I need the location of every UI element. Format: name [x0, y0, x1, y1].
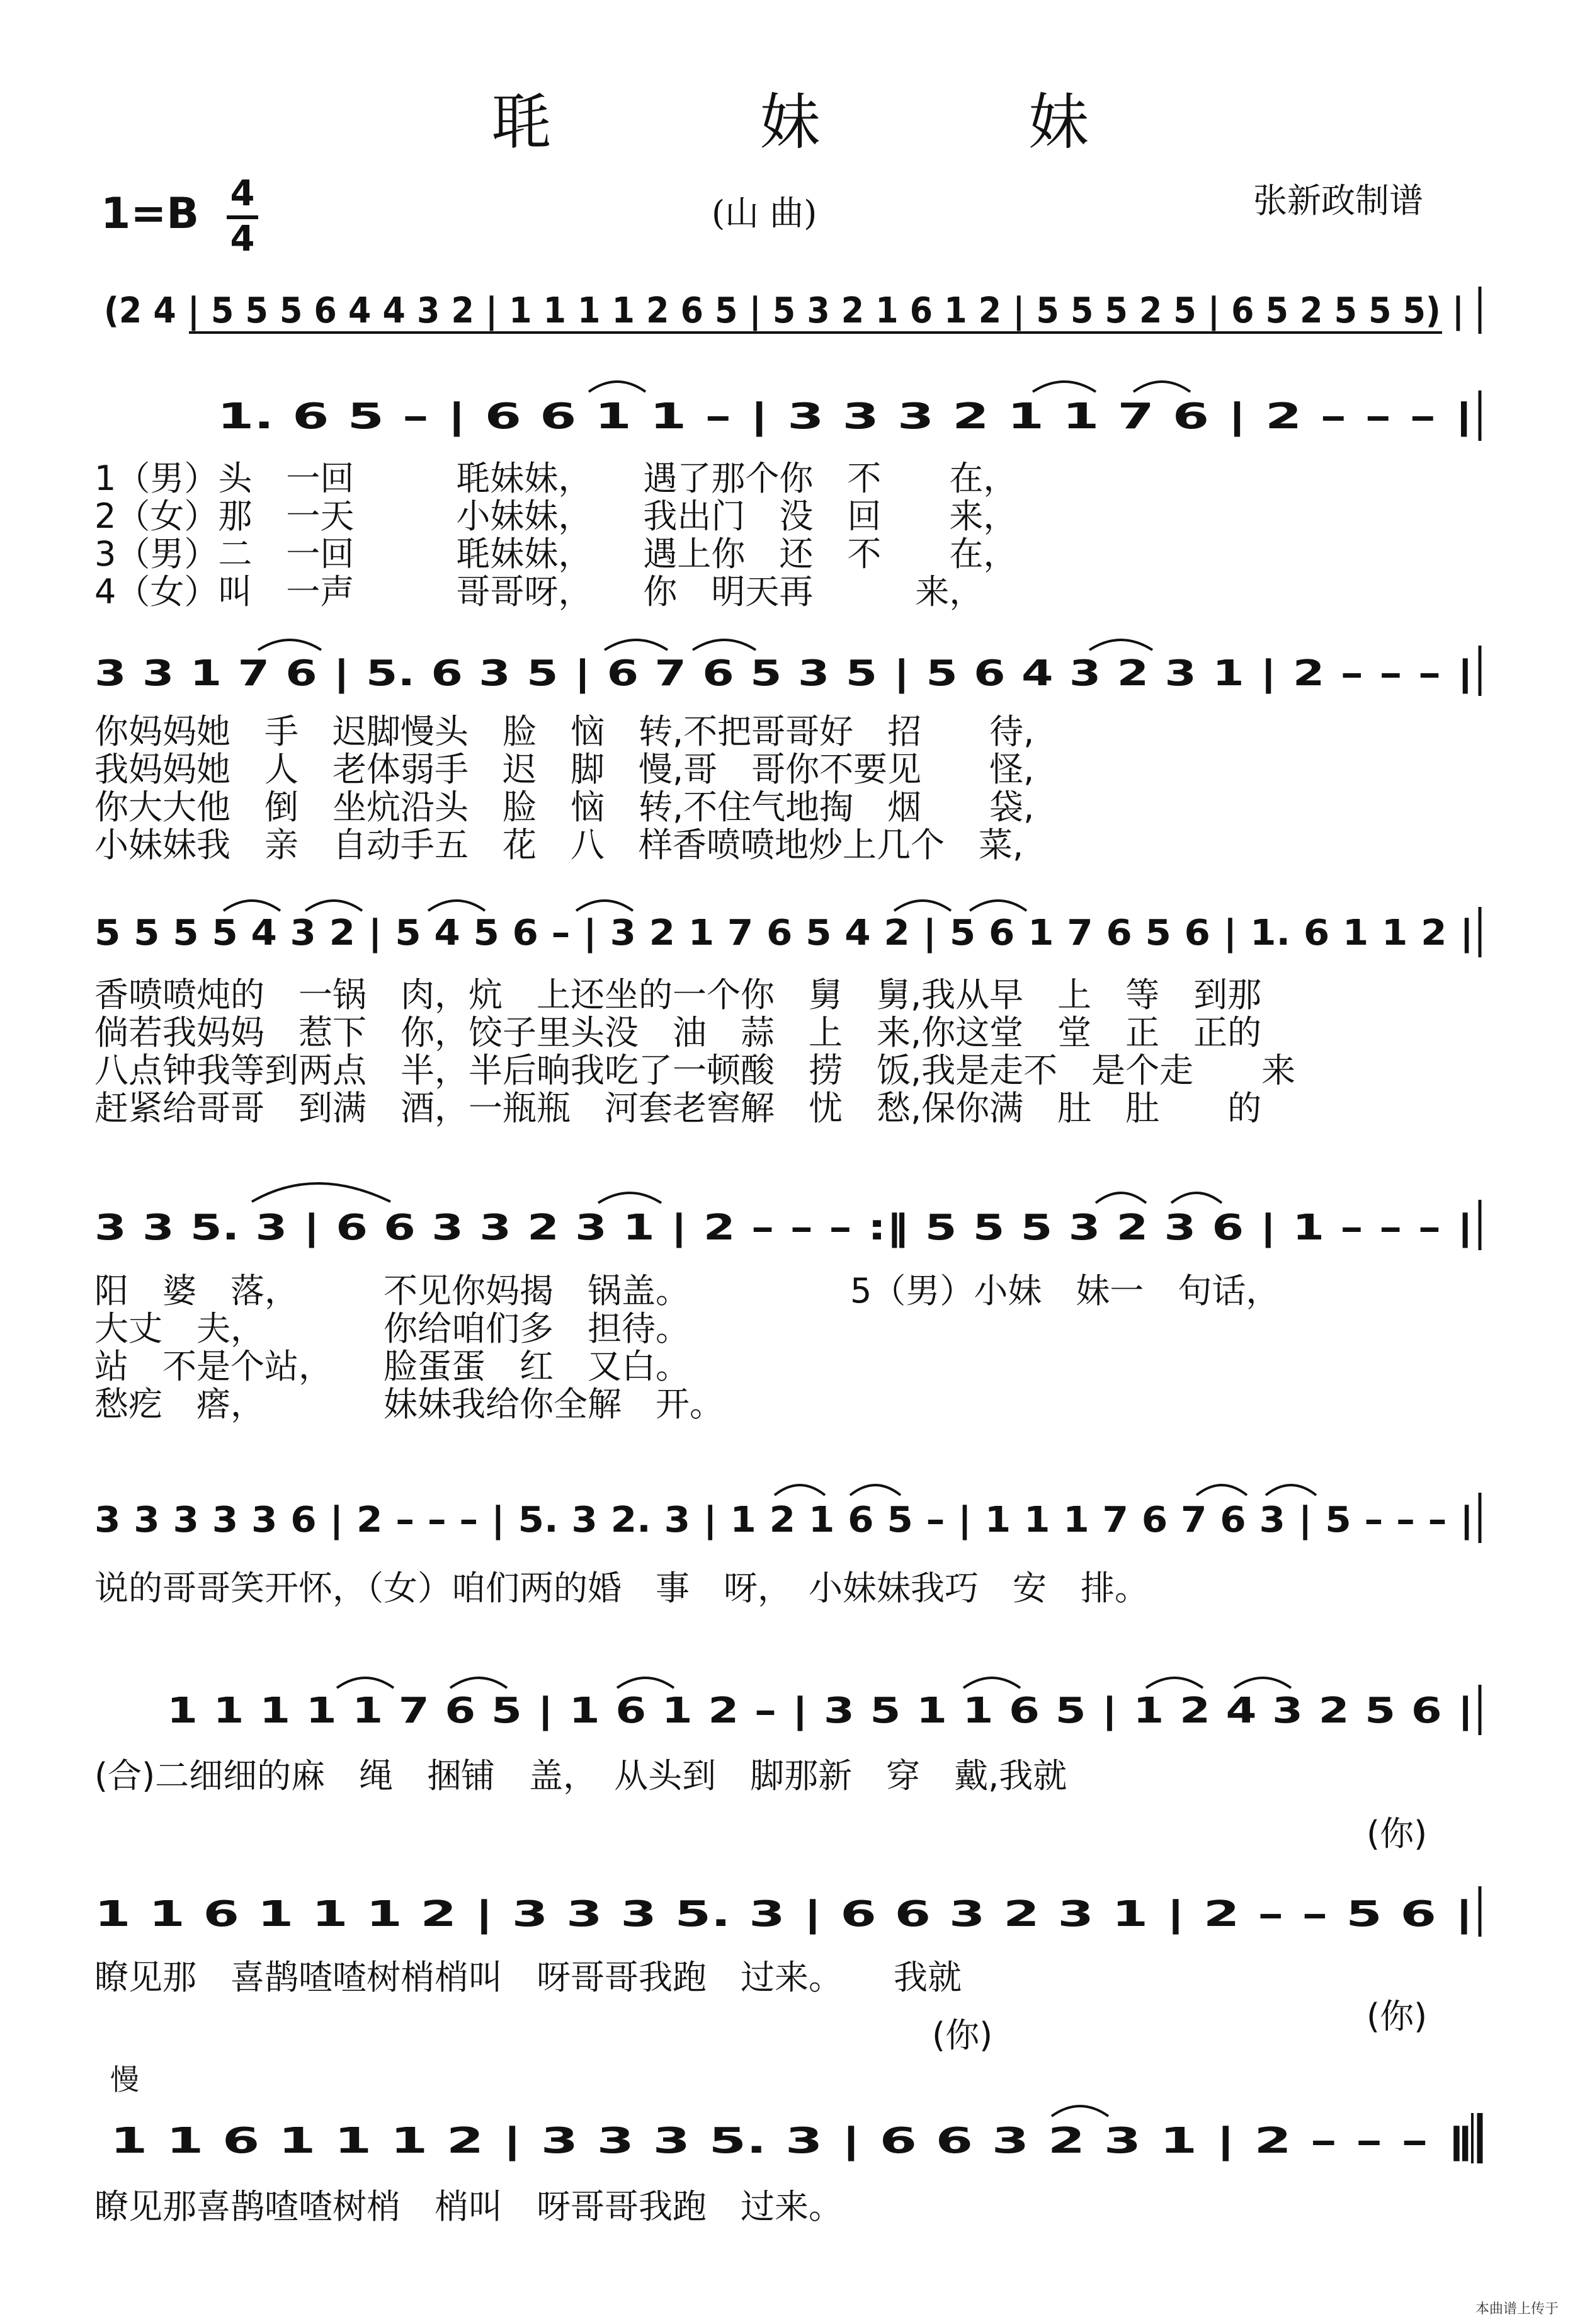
lyric-verse-4: 愁疙 瘩， 妹妹我给你全解 开。	[94, 1384, 724, 1424]
system-9	[94, 2063, 1480, 2226]
slur	[252, 1183, 390, 1202]
slur	[1171, 1193, 1222, 1203]
lyric-verse-1: 阳 婆 落， 不见你妈揭 锅盖。	[94, 1271, 690, 1311]
slur	[605, 640, 668, 650]
slur	[1033, 382, 1096, 392]
slur	[1146, 1678, 1203, 1688]
lyric-verse-3: 八点钟我等到两点 半，半后晌我吃了一顿酸 捞 饭,我是走不 是个走 来	[94, 1051, 1296, 1090]
slur	[224, 901, 280, 911]
slur	[970, 901, 1026, 911]
svg-text:(你)	[1367, 1814, 1427, 1854]
slur	[1134, 382, 1190, 392]
lyric-alt: (你)	[1367, 1996, 1428, 2036]
lyric-verse-1: 1（男）头 一回 毦妹妹， 遇了那个你 不 在，	[94, 459, 1018, 498]
lyric-verse-4: 赶紧给哥哥 到满 酒，一瓶瓶 河套老窖解 忧 愁,保你满 肚 肚 的	[94, 1088, 1262, 1128]
lyric-verse-2: 倘若我妈妈 惹下 你，饺子里头没 油 蒜 上 来,你这堂 堂 正 正的	[94, 1013, 1262, 1052]
song-title: 毦 妹 妹	[491, 87, 1184, 157]
slur	[258, 640, 321, 650]
system-3	[94, 640, 1480, 865]
svg-text:3（男）二 一回 毦妹妹， 遇上你 还 不 在，	[94, 534, 1017, 574]
svg-text:说的哥哥笑开怀，（女）咱们两的婚 事 呀， 小妹妹我巧 安	[94, 1568, 1149, 1608]
notes-system-4: 5 5 5 5 4 3 2 | 5 4 5 6 – | 3 2 1 7 6 5 4 2 | 5 6 1 7 6 5 6 | 1. 6 1 1 2 |	[94, 913, 1474, 954]
svg-text:小妹妹我 亲 自动手五 花 八 样香喷喷地炒上几个 菜,	[94, 825, 1023, 865]
svg-text:赶紧给哥哥 到满 酒，一瓶瓶 河套老窖解 忧 愁,保你满 肚	[94, 1088, 1261, 1128]
svg-text:(合)二细细的麻 绳 捆铺 盖， 从头到 脚那新 穿 戴,我	[94, 1756, 1067, 1796]
system-6	[94, 1485, 1480, 1608]
lyric-alt: (你)	[1367, 1814, 1428, 1854]
slur	[428, 901, 485, 911]
lyric-verse-3: 你大大他 倒 坐炕沿头 脸 恼 转,不住气地掏 烟 袋,	[94, 787, 1035, 827]
system-2	[94, 382, 1480, 612]
arranger-credit: 张新政制谱	[1253, 181, 1423, 220]
lyric-line: 瞭见那 喜鹊喳喳树梢梢叫 呀哥哥我跑 过来。 我就	[94, 1957, 962, 1997]
slur	[1089, 640, 1152, 650]
svg-text:4（女）叫 一声 哥哥呀， 你 明天再 来，	[94, 572, 983, 612]
time-signature-bottom: 4	[227, 215, 258, 257]
slur	[894, 901, 951, 911]
notes-system-3: 3 3 1 7 6 | 5. 6 3 5 | 6 7 6 5 3 5 | 5 6 4 3 2 3 1 | 2 – – – |	[94, 653, 1474, 694]
style-label: (山 曲)	[712, 193, 817, 233]
system-7	[94, 1678, 1480, 1854]
notes-system-7: 1 1 1 1 1 7 6 5 | 1 6 1 2 – | 3 5 1 1 6 5 | 1 2 4 3 2 5 6 |	[167, 1690, 1474, 1731]
slur	[1096, 1193, 1146, 1203]
svg-text:瞭见那 喜鹊喳喳树梢梢叫 呀哥哥我跑 过来。 我就	[94, 1957, 962, 1997]
lyric-verse-1: 香喷喷炖的 一锅 肉，炕 上还坐的一个你 舅 舅,我从早 上 等 到那	[94, 975, 1262, 1015]
notes-system-8: 1 1 6 1 1 1 2 | 3 3 3 5. 3 | 6 6 3 2 3 1 | 2 – – 5 6 |	[94, 1894, 1474, 1935]
lyric-verse-4: 4（女）叫 一声 哥哥呀， 你 明天再 来，	[94, 572, 984, 612]
system-5	[94, 1183, 1480, 1424]
svg-text:5（男）小妹 妹一 句话，	[850, 1271, 1280, 1311]
slur	[775, 1485, 825, 1495]
lyrics-system-2	[94, 459, 1017, 498]
lyric-verse-3: 3（男）二 一回 毦妹妹， 遇上你 还 不 在，	[94, 534, 1018, 574]
lyric-verse-5-start: 5（男）小妹 妹一 句话，	[850, 1271, 1280, 1311]
lyric-verse-2: 2（女）那 一天 小妹妹， 我出门 没 回 来，	[94, 496, 1018, 536]
lyric-line: (合)二细细的麻 绳 捆铺 盖， 从头到 脚那新 穿 戴,我就	[94, 1756, 1067, 1796]
slur	[693, 640, 756, 650]
slur	[450, 1678, 507, 1688]
svg-text:大丈 夫， 你给咱们多 担待。	[94, 1309, 690, 1348]
lyric-verse-4: 小妹妹我 亲 自动手五 花 八 样香喷喷地炒上几个 菜,	[94, 825, 1024, 865]
svg-text:站 不是个站， 脸蛋蛋 红 又白。	[94, 1347, 690, 1386]
slur	[337, 1678, 394, 1688]
system-4	[94, 901, 1480, 1128]
slur	[589, 382, 645, 392]
notes-system-1: (2 4 | 5 5 5 6 4 4 3 2 | 1 1 1 1 2 6 5 | 5 3 2 1 6 1 2 | 5 5 5 2 5 | 6 5 2 5 5 5) |	[104, 290, 1464, 331]
lyric-alt: (你)	[932, 2015, 993, 2055]
svg-text:你妈妈她 手 迟脚慢头 脸 恼 转,不把哥哥好 招 待,	[94, 712, 1034, 751]
lyric-line: 瞭见那喜鹊喳喳树梢 梢叫 呀哥哥我跑 过来。	[94, 2187, 843, 2226]
svg-text:倘若我妈妈 惹下 你，饺子里头没 油 蒜 上 来,你这堂 堂	[94, 1013, 1261, 1052]
slur	[576, 901, 633, 911]
slur	[305, 901, 362, 911]
svg-text:2（女）那 一天 小妹妹， 我出门 没 回 来，	[94, 496, 1017, 536]
slur	[1234, 1678, 1291, 1688]
slur	[1266, 1485, 1316, 1495]
lyric-line: 说的哥哥笑开怀，（女）咱们两的婚 事 呀， 小妹妹我巧 安 排。	[94, 1568, 1149, 1608]
lyric-verse-2: 大丈 夫， 你给咱们多 担待。	[94, 1309, 690, 1348]
time-signature-top: 4	[230, 173, 255, 214]
slur	[598, 1193, 661, 1203]
svg-text:八点钟我等到两点 半，半后晌我吃了一顿酸 捞 饭,我是走不	[94, 1051, 1295, 1090]
svg-text:(你)	[1367, 1996, 1427, 2036]
svg-text:香喷喷炖的 一锅 肉，炕 上还坐的一个你 舅 舅,我从早 上	[94, 975, 1261, 1015]
notes-system-9: 1 1 6 1 1 1 2 | 3 3 3 5. 3 | 6 6 3 2 3 1 | 2 – – – ‖	[110, 2121, 1474, 2162]
slur	[963, 1678, 1020, 1688]
notes-system-2: 1. 6 5 – | 6 6 1 1 – | 3 3 3 2 1 1 7 6 | 2 – – – |	[217, 396, 1474, 437]
tempo-mark: 慢	[110, 2063, 139, 2097]
system-8	[94, 1886, 1480, 2055]
svg-text:阳 婆 落， 不见你妈揭 锅盖。	[94, 1271, 690, 1311]
footer-watermark: 本曲谱上传于	[1475, 2301, 1559, 2317]
slur	[617, 1678, 674, 1688]
svg-text:瞭见那喜鹊喳喳树梢 梢叫 呀哥哥我跑 过来。	[94, 2187, 843, 2226]
slur	[1052, 2106, 1108, 2116]
slur	[1196, 1485, 1247, 1495]
notes-system-5: 3 3 5. 3 | 6 6 3 3 2 3 1 | 2 – – – :‖ 5 5 5 3 2 3 6 | 1 – – – |	[94, 1207, 1474, 1248]
key-signature: 1=B	[101, 189, 200, 239]
svg-text:我妈妈她 人 老体弱手 迟 脚 慢,哥 哥你不要见 怪,	[94, 749, 1034, 789]
notes-system-6: 3 3 3 3 3 6 | 2 – – – | 5. 3 2. 3 | 1 2 1 6 5 – | 1 1 1 7 6 7 6 3 | 5 – – – |	[94, 1500, 1474, 1541]
svg-text:(你)	[932, 2015, 992, 2055]
lyric-verse-1: 你妈妈她 手 迟脚慢头 脸 恼 转,不把哥哥好 招 待,	[94, 712, 1035, 751]
svg-text:愁疙 瘩， 妹妹我给你全解 开。	[94, 1384, 724, 1424]
system-1	[104, 287, 1480, 334]
slur	[850, 1485, 901, 1495]
lyric-verse-2: 我妈妈她 人 老体弱手 迟 脚 慢,哥 哥你不要见 怪,	[94, 749, 1035, 789]
lyric-verse-3: 站 不是个站， 脸蛋蛋 红 又白。	[94, 1347, 690, 1386]
svg-text:你大大他 倒 坐炕沿头 脸 恼 转,不住气地掏 烟 袋,	[94, 787, 1034, 827]
